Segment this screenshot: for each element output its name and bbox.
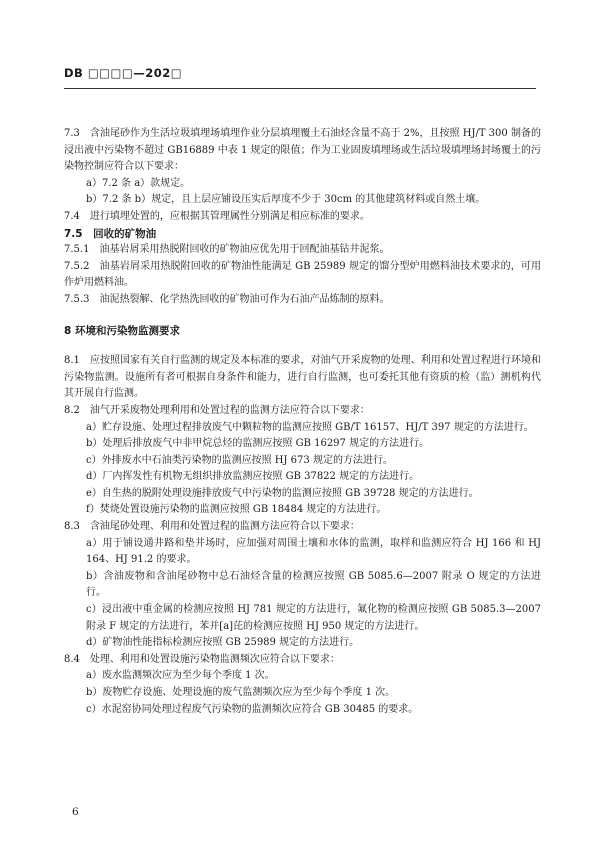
clause-8-4-a: a）废水监测频次应为至少每个季度 1 次。 — [86, 670, 275, 682]
clause-7-4: 7.4 进行填埋处置的，应根据其管理属性分别满足相应标准的要求。 — [64, 210, 370, 222]
header-rule — [64, 88, 536, 89]
page-number: 6 — [72, 806, 79, 818]
clause-8-2-d: d）厂内挥发性有机物无组织排放监测应按照 GB 37822 规定的方法进行。 — [86, 471, 420, 483]
heading-8: 8 环境和污染物监测要求 — [64, 324, 180, 337]
clause-7-5-2: 7.5.2 油基岩屑采用热脱附回收的矿物油性能满足 GB 25989 规定的馏分型炉用燃料油技术要求的，可用作炉用燃料油。 — [64, 260, 541, 289]
clause-8-4-c: c）水泥窑协同处理过程废气污染物的监测频次应符合 GB 30485 的要求。 — [86, 703, 419, 715]
clause-8-2: 8.2 油气开采废物处理利用和处置过程的监测方法应符合以下要求： — [64, 404, 370, 416]
clause-8-2-b: b）处理后排放废气中非甲烷总烃的监测应按照 GB 16297 规定的方法进行。 — [86, 438, 430, 450]
spacer — [64, 339, 541, 353]
clause-8-1: 8.1 应按照国家有关自行监测的规定及本标准的要求，对油气开采废物的处理、利用和处置过程进行环境和污染物监测。设施所有者可根据自身条件和能力，进行自行监测，也可委托其他有资质的检（监）测机构代其开展自行监测。 — [64, 355, 541, 400]
clause-8-3: 8.3 含油尾砂处理、利用和处置过程的监测方法应符合以下要求： — [64, 521, 360, 533]
standard-code-header: DB □□□□—202□ — [64, 66, 183, 80]
clause-8-3-b: b）含油废物和含油尾砂物中总石油烃含量的检测应按照 GB 5085.6—2007 附录 O 规定的方法进行。 — [86, 570, 541, 599]
clause-8-4: 8.4 处理、利用和处置设施污染物监测频次应符合以下要求： — [64, 653, 340, 665]
clause-8-2-f: f）焚烧处置设施污染物的监测应按照 GB 18484 规定的方法进行。 — [86, 504, 387, 516]
clause-7-5-1: 7.5.1 油基岩屑采用热脱附回收的矿物油应优先用于回配油基钻井泥浆。 — [64, 244, 390, 256]
clause-8-3-a: a）用于铺设通井路和垫井场时，应加强对周围土壤和水体的监测，取样和监测应符合 HJ 166 和 HJ 164、HJ 91.2 的要求。 — [86, 537, 541, 566]
clause-8-2-e: e）自生热的脱附处理设施排放废气中污染物的监测应按照 GB 39728 规定的方法进行。 — [86, 487, 479, 499]
clause-8-3-d: d）矿物油性能指标检测应按照 GB 25989 规定的方法进行。 — [86, 637, 360, 649]
spacer — [64, 309, 541, 323]
heading-7-5: 7.5 回收的矿物油 — [64, 227, 157, 240]
body-content — [64, 126, 541, 718]
clause-7-5-3: 7.5.3 油泥热裂解、化学热洗回收的矿物油可作为石油产品炼制的原料。 — [64, 293, 390, 305]
clause-8-3-c: c）浸出液中重金属的检测应按照 HJ 781 规定的方法进行，氟化物的检测应按照 GB 5085.3—2007 附录 F 规定的方法进行，苯并[a]芘的检测应按照 HJ 950 规定的方法进行。 — [86, 604, 541, 632]
clause-8-4-b: b）废物贮存设施、处理设施的废气监测频次应为至少每个季度 1 次。 — [86, 687, 396, 698]
clause-7-3-b: b）7.2 条 b）规定，且上层应铺设压实后厚度不少于 30cm 的其他建筑材料或自然土壤。 — [86, 194, 486, 206]
clause-7-3: 7.3 含油尾砂作为生活垃圾填埋场填埋作业分层填埋覆土石油烃含量不高于 2%，且按照 HJ/T 300 制备的浸出液中污染物不超过 GB16889 中表 1 规定的限值；作为工业固废填埋场或生活垃圾填埋场封场覆土的污染物控制应符合以下要求： — [64, 128, 541, 173]
clause-8-2-a: a）贮存设施、处理过程排放废气中颗粒物的监测应按照 GB/T 16157、HJ/T 397 规定的方法进行。 — [86, 421, 534, 433]
clause-8-2-c: c）外排废水中石油类污染物的监测应按照 HJ 673 规定的方法进行。 — [86, 454, 393, 466]
clause-7-3-a: a）7.2 条 a）款规定。 — [86, 177, 191, 189]
